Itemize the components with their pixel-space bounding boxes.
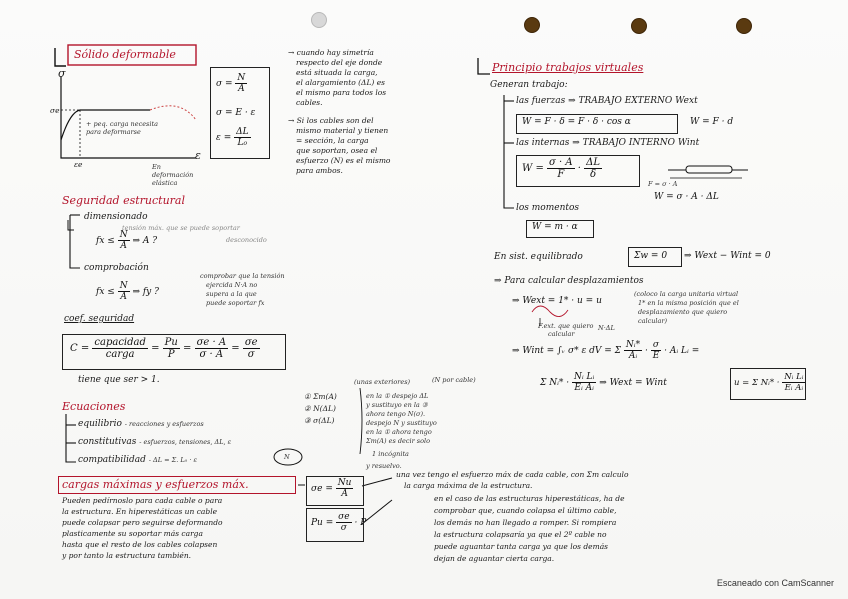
calc-heading: ⇒ Para calcular desplazamientos [494, 276, 644, 286]
comprobacion-formula: fx ≤ $\frac{N}{A}$ ⇒ fy ? [96, 281, 159, 302]
eq-equilibrio: equilibrio - reacciones y esfuerzos [78, 419, 204, 429]
note-line: 1* en la misma posición que el [638, 299, 739, 307]
stress-formula: σ = $\frac{N}{A}$ [216, 73, 246, 94]
note-line: respecto del eje donde [296, 58, 383, 67]
note-line: está situada la carga, [296, 68, 378, 77]
note-line: para ambos. [296, 166, 343, 175]
generan-trabajo: Generan trabajo: [490, 80, 568, 90]
graph-eps-e-label: εe [74, 160, 83, 169]
note-line: dejan de aguantar cierta carga. [434, 554, 555, 563]
equilibrium-result: ⇒ Wext − Wint = 0 [684, 251, 771, 261]
note-line: hasta que el resto de los cables colapsen [62, 540, 218, 549]
note-line: → cuando hay simetría [288, 48, 374, 57]
bubble-label: N [284, 453, 290, 461]
cargas-right-1: una vez tengo el esfuerzo máx de cada cable, con Σm calculo [396, 470, 629, 479]
section-title-solido: Sólido deformable [74, 48, 176, 61]
sum-formula: Σ Nᵢ* · $\frac{\text{Nᵢ Lᵢ}}{\text{Eᵢ Aᵢ}}$ ⇒ Wext = Wint [540, 372, 667, 393]
note-line: mismo material y tienen [296, 126, 389, 135]
fuerzas-simple-formula: W = F · d [690, 117, 734, 127]
note-line: y sustituyo en la ③ [366, 401, 428, 409]
internas-formula: W = $\frac{\sigma \cdot A}{F}$ · $\frac{\Delta L}{\delta}$ [522, 157, 601, 180]
wint-formula: ⇒ Wint = ∫ᵥ σ* ε dV = Σ $\frac{\text{Nᵢ*}}{\text{Aᵢ}}$ · $\frac{\sigma}{E}$ · Aᵢ Lᵢ = [512, 340, 700, 361]
internas-result-formula: W = σ · A · ΔL [654, 192, 719, 202]
dimensionado-note: tensión máx. que se puede soportar [122, 224, 240, 232]
strain-formula: ε = $\frac{\Delta L}{\text{L₀}}$ [216, 127, 249, 148]
note-line: supera a la que [206, 290, 257, 298]
note-line: despejo N y sustituyo [366, 419, 437, 427]
fext-note: F.ext. que quiero [538, 322, 594, 330]
ultimate-stress-formula: σe = $\frac{Nu}{A}$ [311, 478, 352, 499]
dimensionado-label: dimensionado [84, 212, 148, 222]
equilibrium-label: En sist. equilibrado [494, 252, 583, 262]
graph-sigma-e-label: σe [50, 106, 60, 115]
note-line: puede aguantar tanta carga ya que los demás [434, 542, 609, 551]
note-line: Σm(A) es decir solo [366, 437, 430, 445]
note-line: la estructura. En hiperestáticas un cable [62, 507, 218, 516]
nal-note: N·ΔL [598, 324, 615, 332]
graph-eps-label: ε [195, 149, 201, 162]
note-line: ahora tengo N(σ). [366, 410, 426, 418]
note-line: y resuelvo. [366, 462, 402, 470]
note-line: = sección, la carga [296, 136, 369, 145]
fuerzas-formula: W = F · δ = F · δ · cos α [522, 117, 631, 127]
dimensionado-formula: fx ≤ $\frac{N}{A}$ ⇒ A ? [96, 230, 158, 251]
internas-line: las internas ⇒ TRABAJO INTERNO Wint [516, 138, 700, 148]
graph-axes [61, 76, 196, 158]
note-line: 1 incógnita [372, 450, 409, 458]
note-line: en la ① despejo ΔL [366, 392, 429, 400]
eq-list-3: ③ σ(ΔL) [304, 416, 335, 425]
note-line: cables. [296, 98, 323, 107]
note-line: que soportan, osea el [296, 146, 378, 155]
eq-list-1: ① Σm(A) [304, 392, 337, 401]
note-line: comprobar que, cuando colapsa el último cable, [434, 506, 617, 515]
graph-region: En deformación elástica [152, 163, 194, 187]
note-line: comprobar que la tensión [200, 272, 285, 280]
momentos-line: los momentos [516, 203, 580, 213]
note-line: esfuerzo (N) es el mismo [296, 156, 391, 165]
note-line: el alargamiento (ΔL) es [296, 78, 386, 87]
scanner-watermark: Escaneado con CamScanner [716, 578, 834, 588]
displacement-result-formula: u = Σ Nᵢ* · $\frac{\text{Nᵢ Lᵢ}}{\text{Eᵢ Aᵢ}}$ [734, 372, 804, 393]
hooke-formula: σ = E · ε [216, 108, 256, 118]
force-stress-relation: F = σ · A [648, 180, 678, 188]
note-line: puede soportar fx [206, 299, 265, 307]
section-title-seguridad: Seguridad estructural [62, 194, 186, 207]
ultimate-load-formula: Pu = $\frac{\sigma e}{\sigma}$ · P [311, 512, 367, 533]
note-line: puede colapsar pero seguirse deformando [62, 518, 223, 527]
comprobacion-label: comprobación [84, 263, 149, 273]
eq-note-exteriores: (unas exteriores) [354, 378, 411, 386]
eq-constitutivas: constitutivas - esfuerzos, tensiones, ΔL, ε [78, 437, 232, 447]
eq-list-2: ② N(ΔL) [304, 404, 336, 413]
fuerzas-line: las fuerzas ⇒ TRABAJO EXTERNO Wext [516, 96, 698, 106]
coef-condition: tiene que ser > 1. [78, 375, 160, 385]
section-title-trabajos: Principio trabajos virtuales [492, 61, 644, 74]
wext-unit-formula: ⇒ Wext = 1* · u = u [512, 296, 602, 306]
eq-compatibilidad: compatibilidad - ΔL = Σ. L₀ · ε [78, 455, 197, 465]
note-line: Pueden pedírnoslo para cada cable o para [62, 496, 223, 505]
section-title-ecuaciones: Ecuaciones [62, 400, 126, 413]
dimensionado-note2: desconocido [226, 236, 267, 244]
note-line: desplazamiento que quiero [638, 308, 728, 316]
section-title-cargas: cargas máximas y esfuerzos máx. [62, 478, 249, 491]
graph-sigma-label: σ [58, 67, 66, 80]
momentos-formula: W = m · α [532, 222, 578, 232]
eq-note-por-cable: (N por cable) [432, 376, 476, 384]
note-line: → Si los cables son del [288, 116, 374, 125]
cargas-title-box [58, 476, 296, 494]
note-line: y por tanto la estructura también. [62, 551, 192, 560]
coef-seguridad-formula: C = $\frac{\text{capacidad}}{\text{carga}}$ = $\frac{Pu}{P}$ = $\frac{\sigma e \cdot A}{\sigma \cdot A}$ = $\frac{\sigma e}{\sigma}$ [70, 337, 258, 360]
note-line: en el caso de las estructuras hiperestáticas, ha de [434, 494, 625, 503]
note-line: (coloco la carga unitaria virtual [634, 290, 739, 298]
note-line: plasticamente su soportar más carga [62, 529, 203, 538]
cargas-right-2: la carga máxima de la estructura. [404, 481, 533, 490]
coef-seguridad-label: coef. seguridad [64, 314, 135, 324]
fext-note-2: calcular [548, 330, 575, 338]
note-line: los demás no han llegado a romper. Si rompiera [434, 518, 617, 527]
note-line: la estructura colapsaría ya que el 2º cable no [434, 530, 607, 539]
note-line: el mismo para todos los [296, 88, 387, 97]
note-line: ejercida N·A no [206, 281, 258, 289]
note-line: en la ① ahora tengo [366, 428, 432, 436]
note-line: calcular) [638, 317, 668, 325]
graph-note: + peq. carga necesita para deformarse [86, 120, 158, 136]
equilibrium-formula: Σw = 0 [634, 251, 668, 261]
